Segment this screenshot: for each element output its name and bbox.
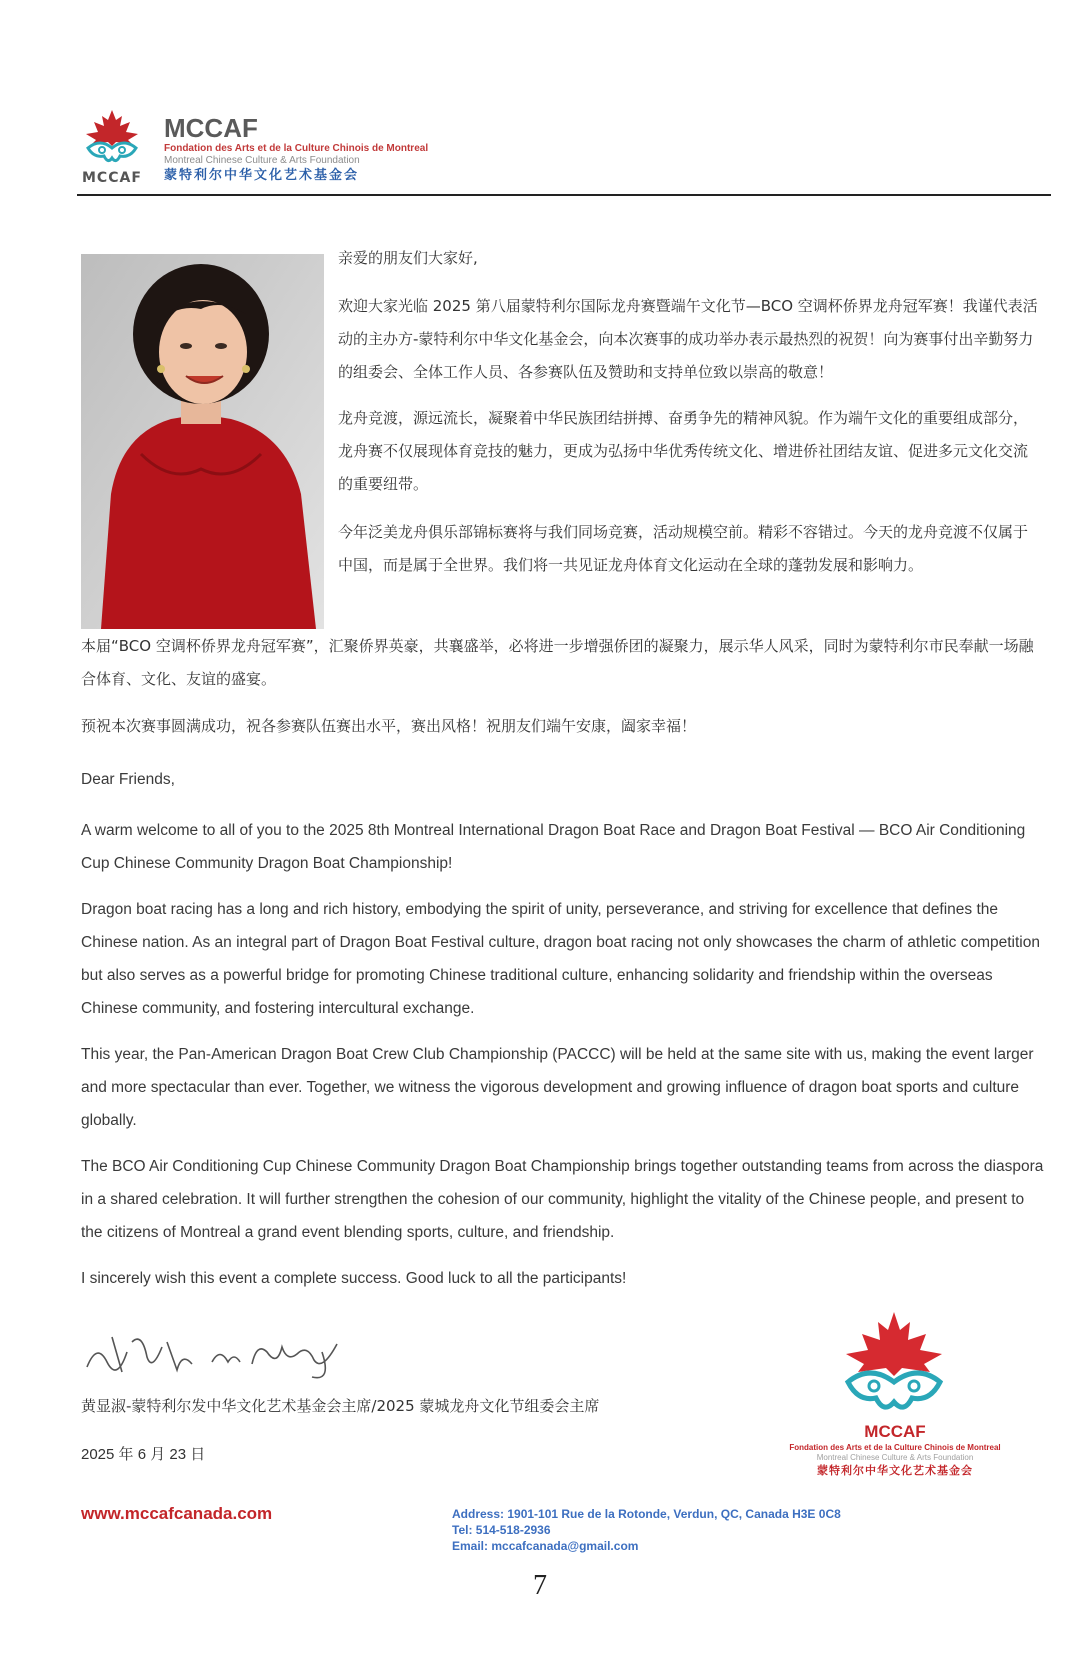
header-divider (77, 194, 1051, 196)
footer-brand-block (770, 1422, 1020, 1479)
paragraph-1-chinese: 欢迎大家光临 2025 第八届蒙特利尔国际龙舟赛暨端午文化节—BCO 空调杯侨界龙舟冠军赛！我谨代表活动的主办方-蒙特利尔中华文化基金会，向本次赛事的成功举办表示最热烈的祝贺！向为赛事付出辛勤努力的组委会、全体工作人员、各参赛队伍及赞助和支持单位致以崇高的敬意！ (338, 297, 1038, 381)
brand-name-french: Fondation des Arts et de la Culture Chinois de Montreal (164, 143, 429, 154)
portrait-photo (81, 254, 324, 629)
signer-title: 黄显淑-蒙特利尔发中华文化艺术基金会主席/2025 蒙城龙舟文化节组委会主席 (81, 1397, 600, 1415)
greeting-chinese: 亲爱的朋友们大家好, (338, 249, 478, 267)
mccaf-footer-logo-icon (836, 1310, 952, 1430)
paragraph-5-english: I sincerely wish this event a complete success. Good luck to all the participants! (81, 1270, 627, 1287)
handwritten-signature (82, 1322, 362, 1382)
paragraph-3-english: This year, the Pan-American Dragon Boat Crew Club Championship (PACCC) will be held at the same site with us, making the event larger and more spectacular than ever. Together, we witness the vigorous development and growing influence of dragon boat sports and culture globally. (81, 1046, 1034, 1129)
page-number: 7 (533, 1570, 547, 1601)
logo-caption: MCCAF (82, 170, 142, 186)
brand-name: MCCAF (164, 113, 258, 143)
brand-block (164, 114, 428, 185)
footer-brand-name: MCCAF (864, 1422, 926, 1441)
letter-date: 2025 年 6 月 23 日 (81, 1446, 206, 1463)
paragraph-2-english: Dragon boat racing has a long and rich history, embodying the spirit of unity, perseverance, and striving for excellence that defines the Chinese nation. As an integral part of Dragon Boat Festival culture, dragon boat racing not only showcases the charm of athletic competition but also serves as a powerful bridge for promoting Chinese traditional culture, enhancing solidarity and friendship within the overseas Chinese community, and fostering intercultural exchange. (81, 901, 1040, 1017)
paragraph-1-english: A warm welcome to all of you to the 2025 8th Montreal International Dragon Boat Race and Dragon Boat Festival — BCO Air Conditioning Cup Chinese Community Dragon Boat Championship! (81, 822, 1026, 872)
brand-name-english: Montreal Chinese Culture & Arts Foundation (164, 155, 360, 166)
footer-brand-chinese: 蒙特利尔中华文化艺术基金会 (817, 1464, 973, 1477)
footer-brand-french: Fondation des Arts et de la Culture Chinois de Montreal (789, 1443, 1001, 1452)
paragraph-3-chinese: 今年泛美龙舟俱乐部锦标赛将与我们同场竞赛，活动规模空前。精彩不容错过。今天的龙舟竞渡不仅属于中国，而是属于全世界。我们将一共见证龙舟体育文化运动在全球的蓬勃发展和影响力。 (338, 523, 1029, 574)
paragraph-4-chinese: 本届“BCO 空调杯侨界龙舟冠军赛”，汇聚侨界英豪，共襄盛举，必将进一步增强侨团的凝聚力，展示华人风采，同时为蒙特利尔市民奉献一场融合体育、文化、友谊的盛宴。 (81, 637, 1034, 688)
address-text: Address: 1901-101 Rue de la Rotonde, Verdun, QC, Canada H3E 0C8 (452, 1507, 841, 1521)
email-link[interactable]: Email: mccafcanada@gmail.com (452, 1539, 639, 1553)
website-link[interactable]: www.mccafcanada.com (81, 1504, 273, 1523)
footer-brand-english: Montreal Chinese Culture & Arts Foundation (816, 1453, 974, 1462)
contact-block (452, 1506, 841, 1554)
greeting-english: Dear Friends, (81, 771, 175, 788)
brand-name-chinese: 蒙特利尔中华文化艺术基金会 (164, 168, 360, 183)
phone-text: Tel: 514-518-2936 (452, 1523, 551, 1537)
paragraph-4-english: The BCO Air Conditioning Cup Chinese Community Dragon Boat Championship brings together outstanding teams from across the diaspora in a shared celebration. It will further strengthen the cohesion of our community, highlight the vitality of the Chinese people, and present to the citizens of Montreal a grand event blending sports, culture, and friendship. (81, 1158, 1044, 1241)
paragraph-2-chinese: 龙舟竞渡，源远流长，凝聚着中华民族团结拼搏、奋勇争先的精神风貌。作为端午文化的重要组成部分，龙舟赛不仅展现体育竞技的魅力，更成为弘扬中华优秀传统文化、增进侨社团结友谊、促进多元文化交流的重要纽带。 (338, 409, 1029, 493)
paragraph-5-chinese: 预祝本次赛事圆满成功，祝各参赛队伍赛出水平，赛出风格！祝朋友们端午安康，阖家幸福！ (81, 717, 697, 735)
